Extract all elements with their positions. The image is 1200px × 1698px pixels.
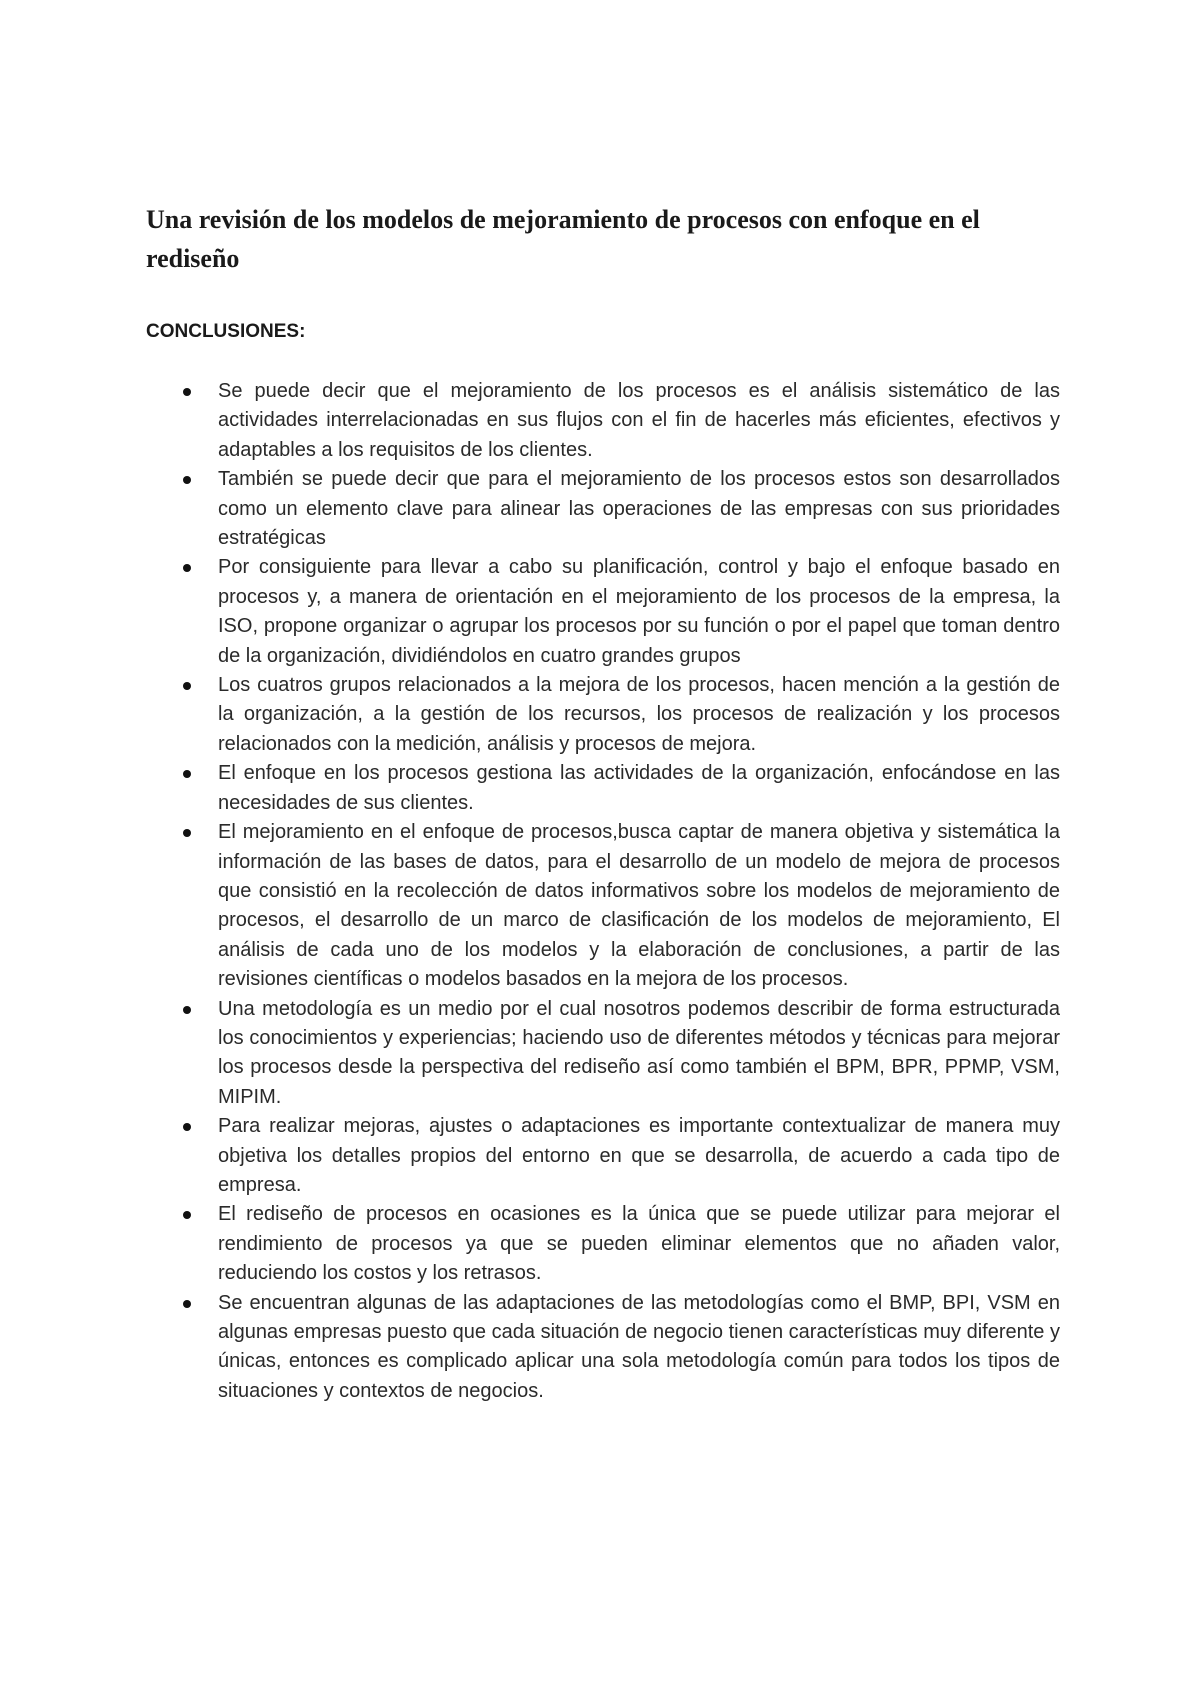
bullet-icon [183,388,191,396]
list-item-text: Se encuentran algunas de las adaptaciones de las metodologías como el BMP, BPI, VSM en algunas empresas puesto que cada situación de negocio tienen características muy diferente y únicas, entonces es complicado aplicar una sola metodología común para todos los tipos de situaciones y contextos de negocios. [218,1291,1060,1402]
list-item [182,818,1060,994]
list-item-text: Por consiguiente para llevar a cabo su planificación, control y bajo el enfoque basado en procesos y, a manera de orientación en el mejoramiento de los procesos de la empresa, la ISO, propone organizar o agrupar los procesos por su función o por el papel que toman dentro de la organización, dividiéndolos en cuatro grandes grupos [218,556,1060,667]
bullet-icon [183,1211,191,1219]
list-item-text: El mejoramiento en el enfoque de procesos,busca captar de manera objetiva y sistemática la información de las bases de datos, para el desarrollo de un modelo de mejora de procesos que consistió en la recolección de datos informativos sobre los modelos de mejoramiento de procesos, el desarrollo de un marco de clasificación de los modelos de mejoramiento, El análisis de cada uno de los modelos y la elaboración de conclusiones, a partir de las revisiones científicas o modelos basados en la mejora de los procesos. [218,821,1060,991]
list-item [182,995,1060,1113]
list-item [182,1200,1060,1288]
list-item-text: Una metodología es un medio por el cual nosotros podemos describir de forma estructurada los conocimientos y experiencias; haciendo uso de diferentes métodos y técnicas para mejorar los procesos desde la perspectiva del rediseño así como también el BPM, BPR, PPMP, VSM, MIPIM. [218,997,1060,1108]
document-title: Una revisión de los modelos de mejoramiento de procesos con enfoque en el rediseño [146,205,980,273]
list-item-text: Se puede decir que el mejoramiento de los procesos es el análisis sistemático de las actividades interrelacionadas en sus flujos con el fin de hacerles más eficientes, efectivos y adaptables a los requisitos de los clientes. [218,380,1060,461]
list-item-text: Los cuatros grupos relacionados a la mejora de los procesos, hacen mención a la gestión de la organización, a la gestión de los recursos, los procesos de realización y los procesos relacionados con la medición, análisis y procesos de mejora. [218,674,1060,755]
section-heading: CONCLUSIONES: [146,321,306,342]
list-item [182,671,1060,759]
list-item [182,465,1060,553]
conclusions-list [182,377,1060,1406]
bullet-icon [183,476,191,484]
bullet-icon [183,770,191,778]
list-item [182,1112,1060,1200]
bullet-icon [183,1300,191,1308]
list-item [182,553,1060,671]
list-item-text: El enfoque en los procesos gestiona las actividades de la organización, enfocándose en las necesidades de sus clientes. [218,762,1060,814]
list-item [182,377,1060,465]
bullet-icon [183,1006,191,1014]
bullet-icon [183,829,191,837]
list-item [182,759,1060,818]
list-item-text: El rediseño de procesos en ocasiones es la única que se puede utilizar para mejorar el rendimiento de procesos ya que se pueden eliminar elementos que no añaden valor, reduciendo los costos y los retrasos. [218,1203,1060,1285]
bullet-icon [183,1123,191,1131]
list-item-text: Para realizar mejoras, ajustes o adaptaciones es importante contextualizar de manera muy objetiva los detalles propios del entorno en que se desarrolla, de acuerdo a cada tipo de empresa. [218,1115,1060,1196]
list-item-text: También se puede decir que para el mejoramiento de los procesos estos son desarrollados como un elemento clave para alinear las operaciones de las empresas con sus prioridades estratégicas [218,468,1060,550]
bullet-icon [183,682,191,690]
bullet-icon [183,564,191,572]
list-item [182,1289,1060,1407]
